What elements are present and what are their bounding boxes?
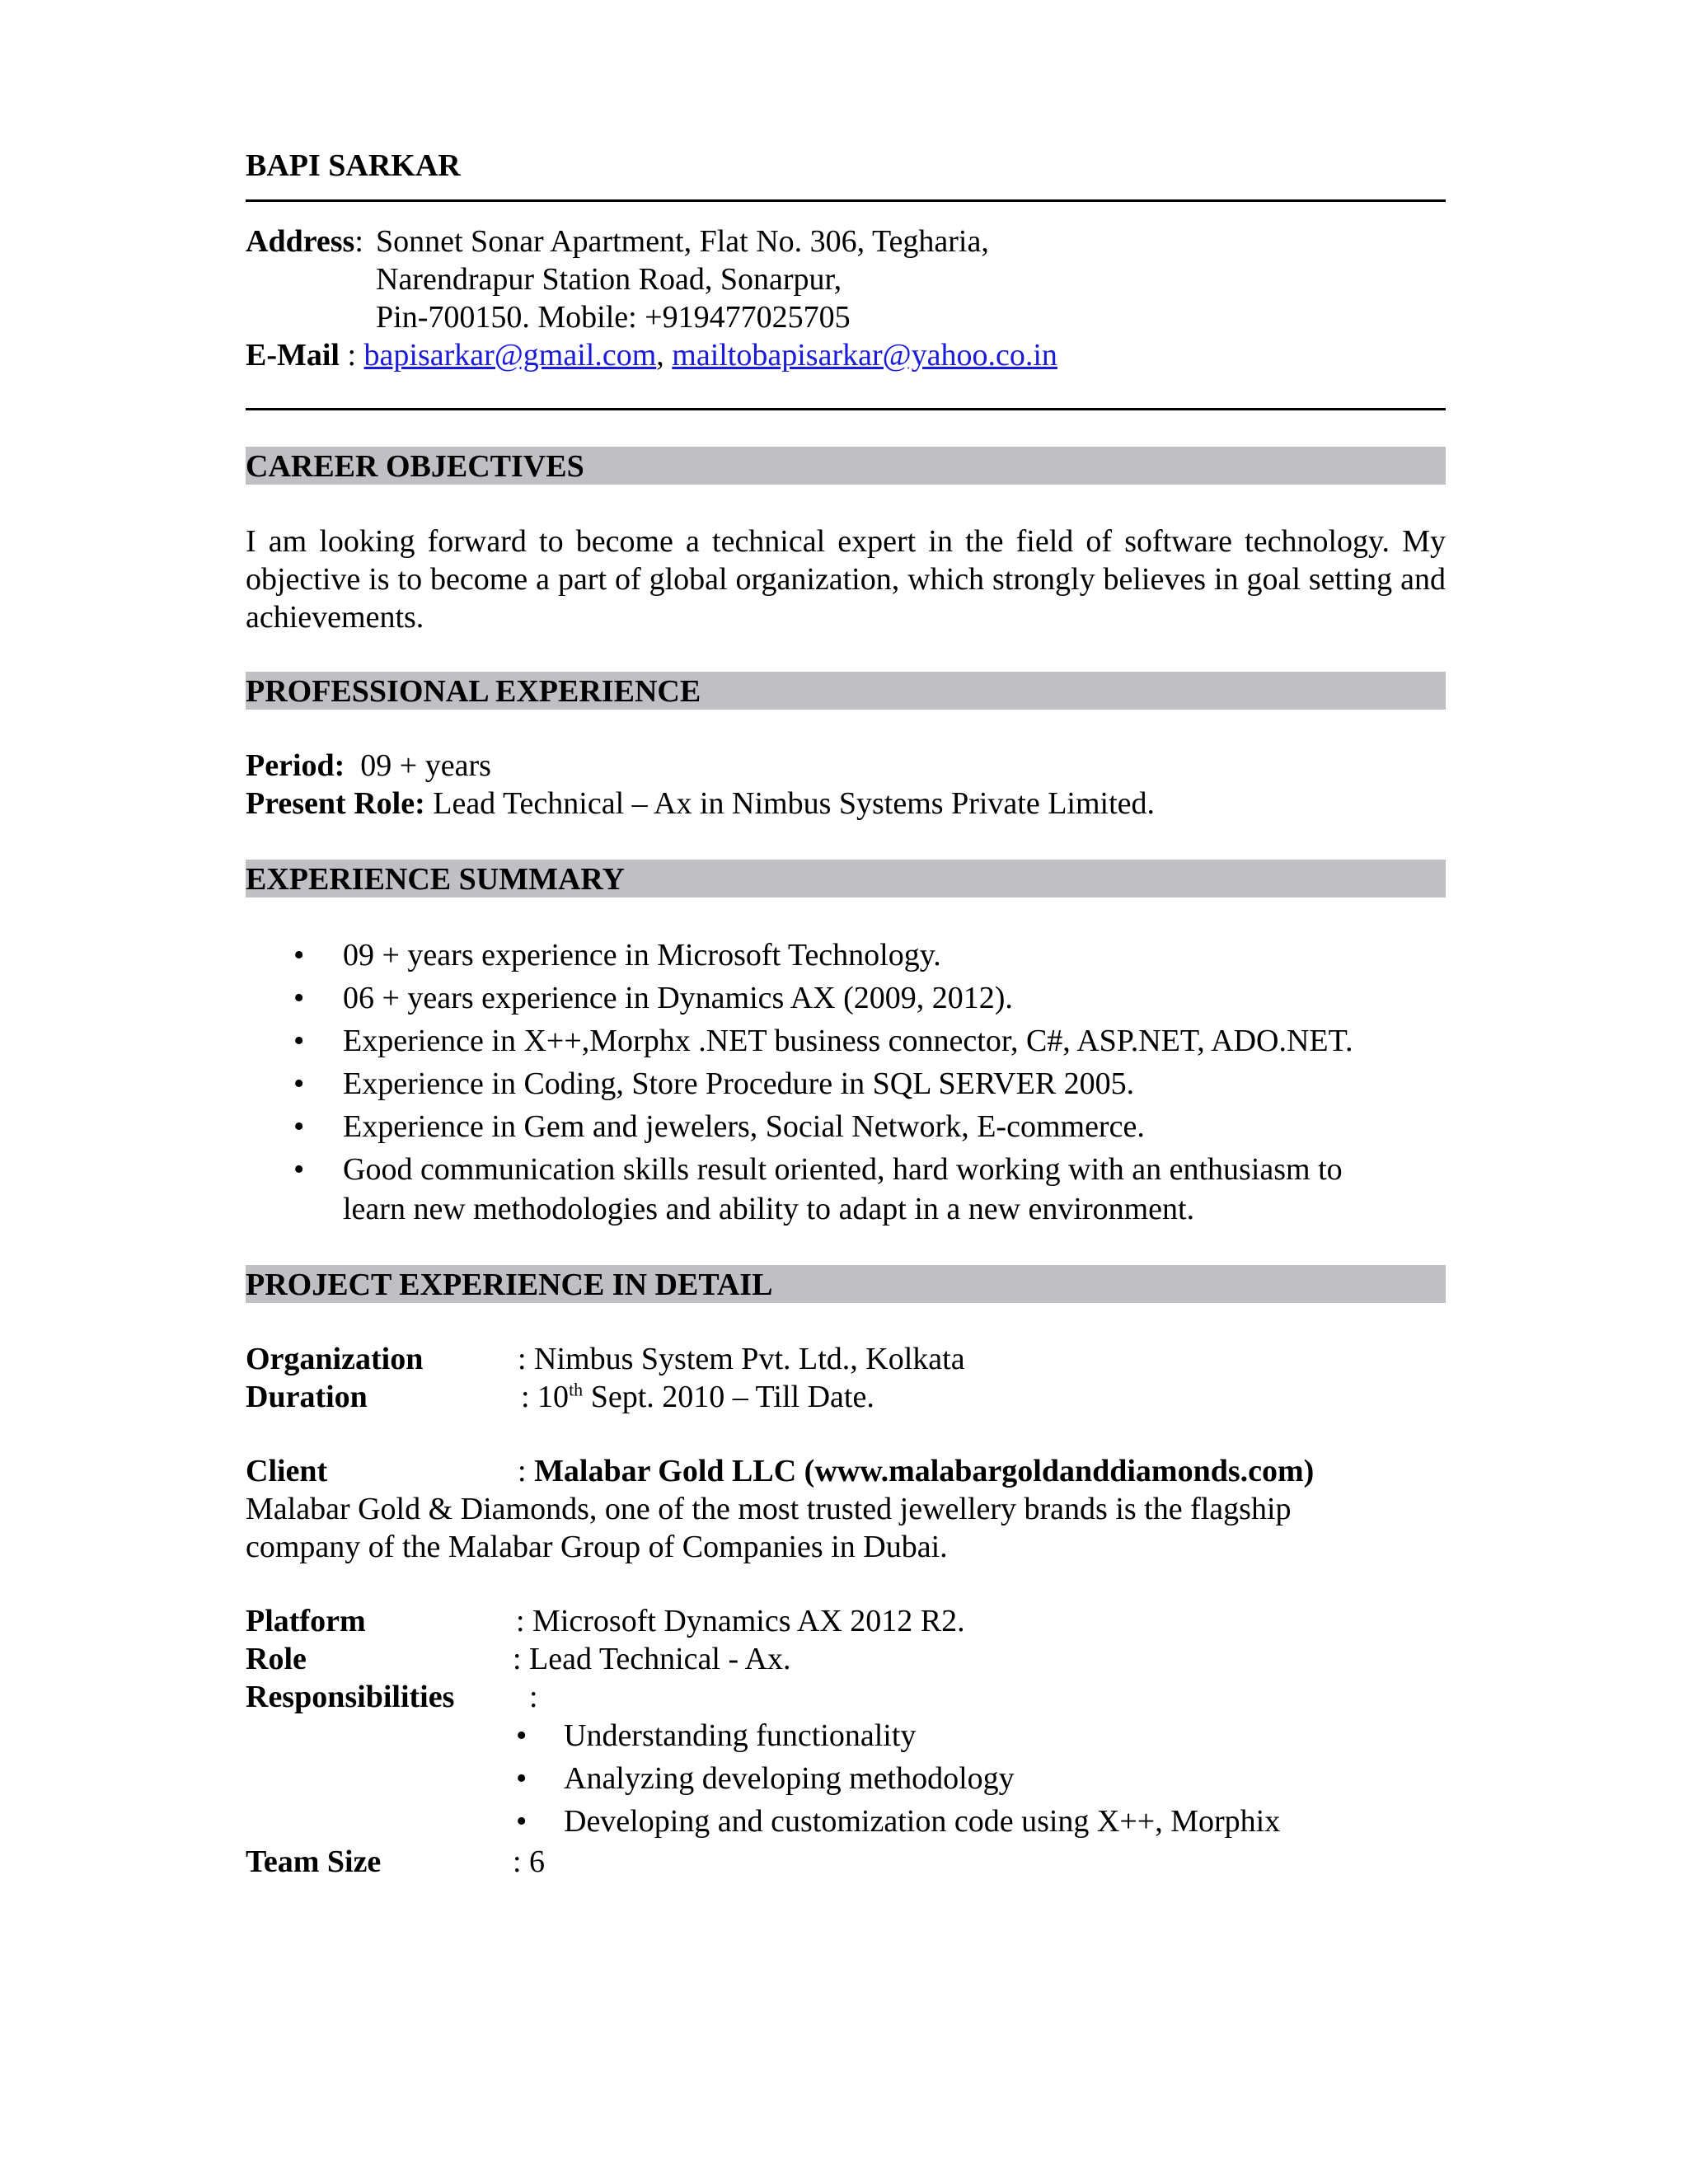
bullet-icon: • (516, 1761, 528, 1796)
platform-value: : Microsoft Dynamics AX 2012 R2. (516, 1604, 965, 1638)
bullet-icon: • (293, 1024, 305, 1058)
organization-label: Organization (246, 1342, 424, 1376)
client-row (246, 1452, 1446, 1490)
team-size-value: : 6 (513, 1844, 546, 1879)
address-sep: : (354, 224, 363, 259)
responsibilities-row (246, 1678, 1446, 1716)
bullet-icon: • (516, 1718, 528, 1753)
section-experience-summary: EXPERIENCE SUMMARY (246, 860, 1446, 898)
client-label: Client (246, 1454, 328, 1488)
email-sep: : (339, 338, 364, 373)
candidate-name: BAPI SARKAR (246, 148, 461, 183)
present-role-row (246, 785, 1155, 823)
header-rule-bottom (246, 408, 1446, 410)
client-value-wrap: : Malabar Gold LLC (www.malabargoldanddiamonds.com) (518, 1454, 1315, 1488)
bullet-icon: • (516, 1804, 528, 1839)
header-rule-top (246, 199, 1446, 202)
responsibility-item: • Developing and customization code using X++, Morphix (246, 1802, 1446, 1841)
email-row (246, 336, 1057, 374)
summary-item: • Experience in Coding, Store Procedure in SQL SERVER 2005. (246, 1064, 1446, 1104)
period-label: Period: (246, 748, 345, 783)
bullet-icon: • (293, 1066, 305, 1101)
career-objectives-text: I am looking forward to become a technical expert in the field of software technology. My objective is to become a part of global organization, which strongly believes in goal setting and achievements. (246, 524, 1446, 635)
role-row (246, 1640, 1446, 1678)
platform-row (246, 1602, 1446, 1640)
period-row (246, 747, 491, 785)
section-project-experience: PROJECT EXPERIENCE IN DETAIL (246, 1265, 1446, 1303)
client-description: Malabar Gold & Diamonds, one of the most trusted jewellery brands is the flagship company of the Malabar Group of Companies in Dubai. (246, 1492, 1292, 1564)
experience-summary-list (246, 935, 1446, 1232)
bullet-icon: • (293, 938, 305, 972)
address-line-1: Sonnet Sonar Apartment, Flat No. 306, Tegharia, (376, 224, 989, 259)
period-value: 09 + years (360, 748, 491, 783)
team-size-label: Team Size (246, 1844, 382, 1879)
address-row (246, 223, 363, 260)
bullet-icon: • (293, 981, 305, 1015)
present-role-label: Present Role: (246, 786, 425, 821)
organization-row (246, 1340, 1446, 1378)
bullet-icon: • (293, 1109, 305, 1144)
address-line-3: Pin-700150. Mobile: +919477025705 (376, 300, 851, 335)
team-size-row (246, 1843, 1446, 1881)
organization-value: : Nimbus System Pvt. Ltd., Kolkata (518, 1342, 965, 1376)
duration-row (246, 1378, 1446, 1416)
client-value: Malabar Gold LLC (www.malabargoldanddiamonds.com) (534, 1454, 1315, 1488)
duration-value: : 10th Sept. 2010 – Till Date. (521, 1379, 874, 1414)
summary-item: • 09 + years experience in Microsoft Technology. (246, 935, 1446, 975)
responsibilities-label: Responsibilities (246, 1680, 455, 1714)
summary-item: • Experience in X++,Morphx .NET business connector, C#, ASP.NET, ADO.NET. (246, 1021, 1446, 1061)
duration-label: Duration (246, 1380, 368, 1414)
email-label: E-Mail (246, 338, 340, 373)
role-label: Role (246, 1642, 307, 1676)
summary-item: • Experience in Gem and jewelers, Social Network, E-commerce. (246, 1107, 1446, 1146)
role-value: : Lead Technical - Ax. (513, 1642, 791, 1676)
address-label: Address (246, 224, 355, 259)
responsibility-item: • Understanding functionality (246, 1716, 1446, 1755)
section-professional-experience: PROFESSIONAL EXPERIENCE (246, 672, 1446, 710)
section-career-objectives: CAREER OBJECTIVES (246, 447, 1446, 485)
bullet-icon: • (293, 1152, 305, 1187)
address-line-2: Narendrapur Station Road, Sonarpur, (376, 262, 842, 297)
responsibilities-list (246, 1716, 1446, 1844)
email-comma: , (656, 338, 673, 373)
summary-item: • 06 + years experience in Dynamics AX (2009, 2012). (246, 978, 1446, 1018)
responsibility-item: • Analyzing developing methodology (246, 1759, 1446, 1798)
email-link-yahoo[interactable]: mailtobapisarkar@yahoo.co.in (672, 338, 1057, 373)
platform-label: Platform (246, 1604, 366, 1638)
responsibilities-sep: : (529, 1680, 538, 1714)
summary-item: • Good communication skills result oriented, hard working with an enthusiasm to learn new methodologies and ability to adapt in a new environment. (246, 1150, 1446, 1229)
present-role-value: Lead Technical – Ax in Nimbus Systems Private Limited. (433, 786, 1156, 821)
email-link-gmail[interactable]: bapisarkar@gmail.com (363, 338, 657, 373)
